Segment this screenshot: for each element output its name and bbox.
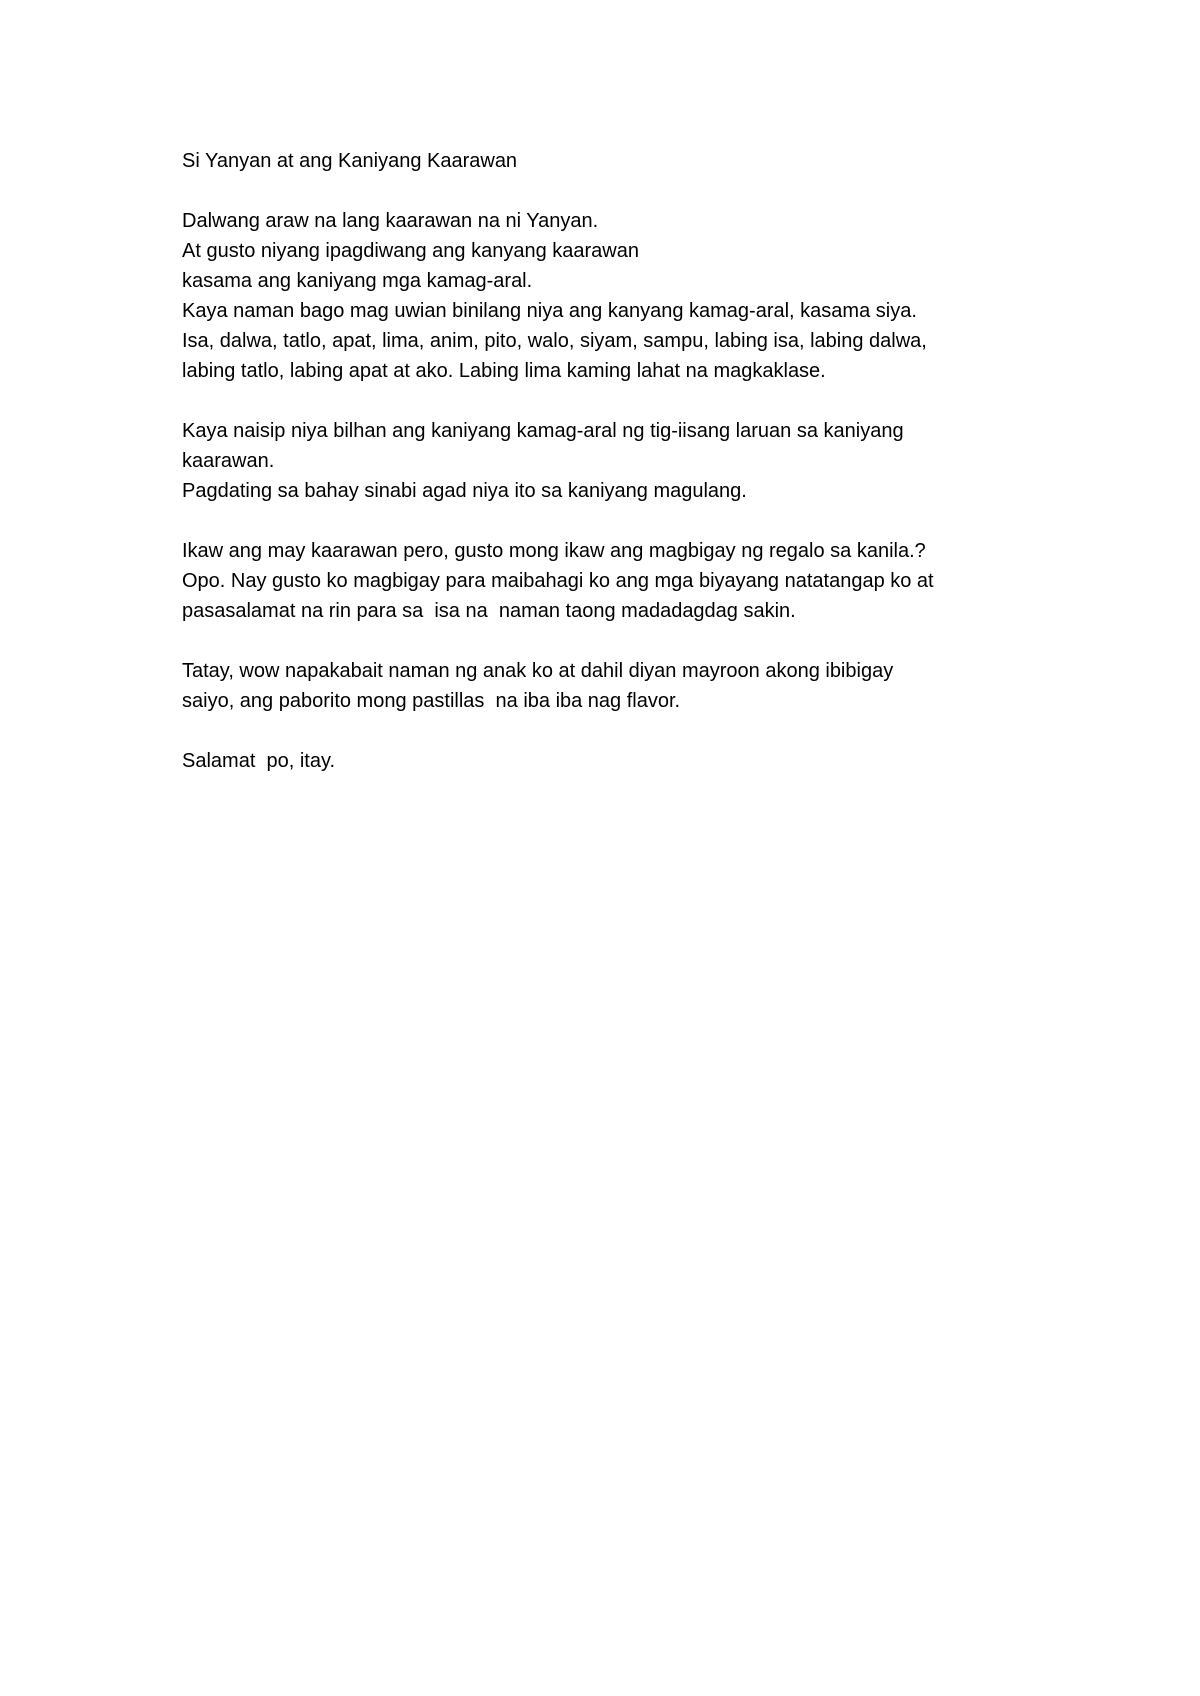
document-title: Si Yanyan at ang Kaniyang Kaarawan (182, 150, 518, 172)
document-body (182, 146, 1062, 776)
paragraph-line: Dalwang araw na lang kaarawan na ni Yanyan. (182, 210, 599, 232)
paragraph-line: Tatay, wow napakabait naman ng anak ko at dahil diyan mayroon akong ibibigay (182, 660, 894, 682)
paragraph-line: kaarawan. (182, 450, 275, 472)
paragraph-line: Ikaw ang may kaarawan pero, gusto mong ikaw ang magbigay ng regalo sa kanila.? (182, 540, 926, 562)
paragraph-5 (182, 746, 1062, 776)
paragraph-line: Isa, dalwa, tatlo, apat, lima, anim, pito, walo, siyam, sampu, labing isa, labing dalwa, (182, 330, 927, 352)
paragraph-line: pasasalamat na rin para sa isa na naman taong madadagdag sakin. (182, 600, 796, 622)
paragraph-line: saiyo, ang paborito mong pastillas na iba iba nag flavor. (182, 690, 681, 712)
paragraph-line: Pagdating sa bahay sinabi agad niya ito sa kaniyang magulang. (182, 480, 747, 502)
paragraph-1 (182, 206, 1062, 386)
paragraph-3 (182, 536, 1062, 626)
paragraph-2 (182, 416, 1062, 506)
paragraph-4 (182, 656, 1062, 716)
paragraph-line: labing tatlo, labing apat at ako. Labing lima kaming lahat na magkaklase. (182, 360, 826, 382)
paragraph-line: Opo. Nay gusto ko magbigay para maibahagi ko ang mga biyayang natatangap ko at (182, 570, 934, 592)
paragraph-line: At gusto niyang ipagdiwang ang kanyang kaarawan (182, 240, 639, 262)
paragraph-line: Salamat po, itay. (182, 750, 336, 772)
paragraph-line: kasama ang kaniyang mga kamag-aral. (182, 270, 533, 292)
paragraph-line: Kaya naisip niya bilhan ang kaniyang kamag-aral ng tig-iisang laruan sa kaniyang (182, 420, 904, 442)
paragraph-line: Kaya naman bago mag uwian binilang niya ang kanyang kamag-aral, kasama siya. (182, 300, 917, 322)
